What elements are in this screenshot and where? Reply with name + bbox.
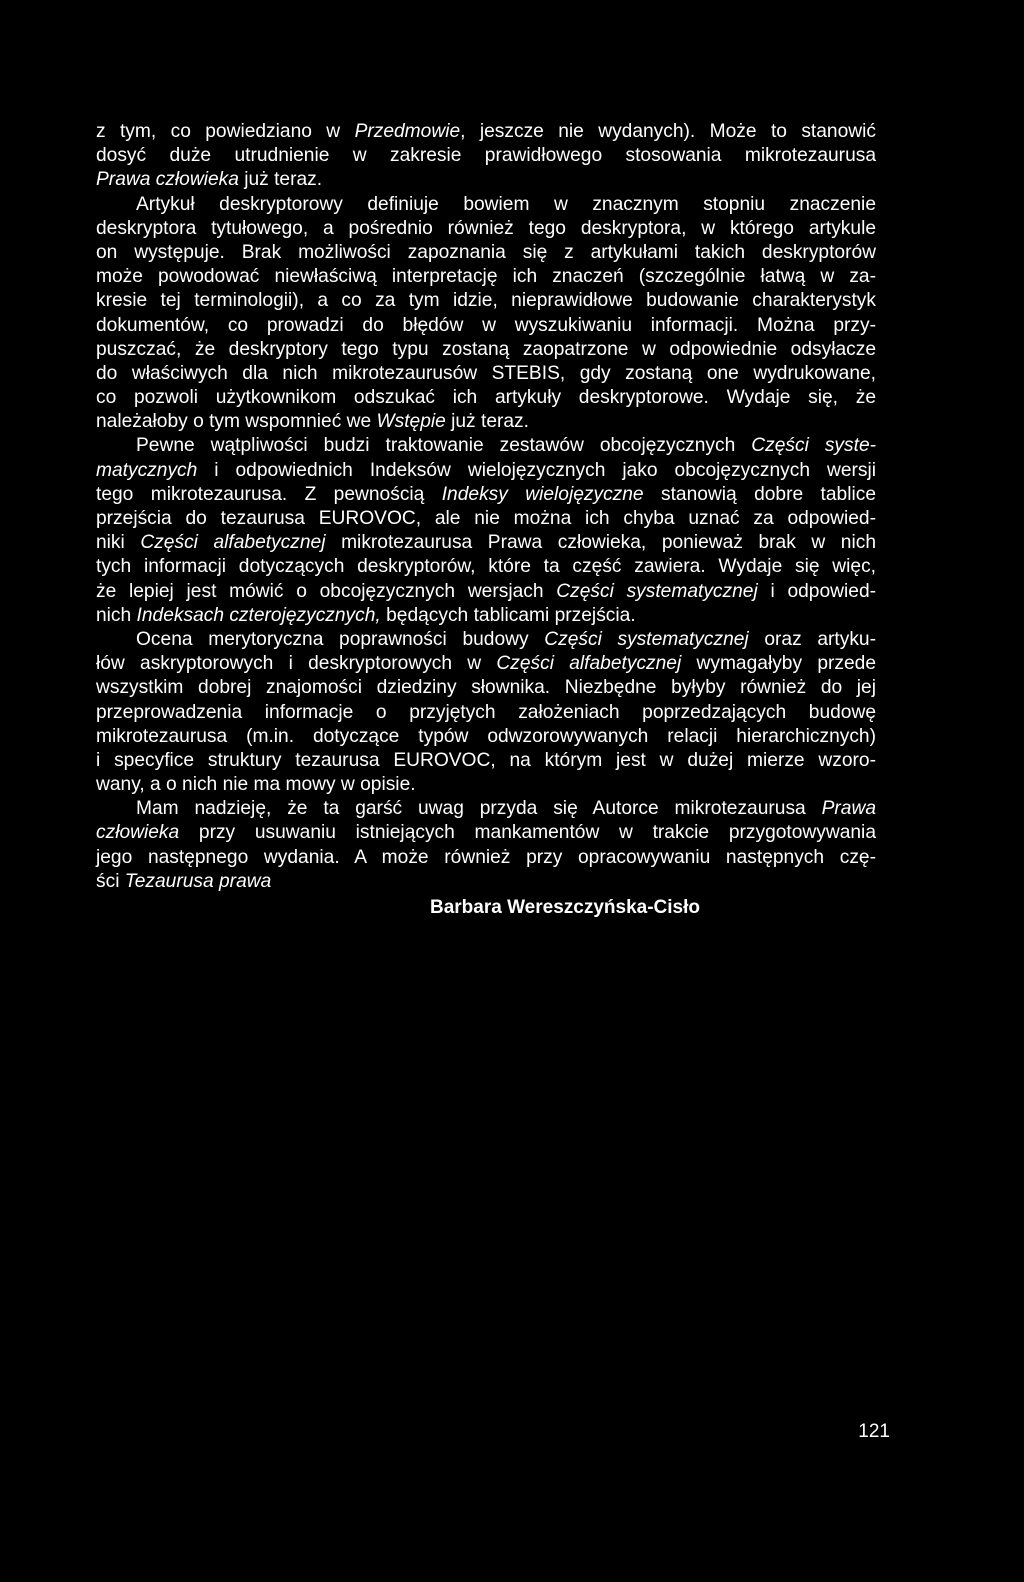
text-line: należałoby o tym wspomnieć we Wstępie już teraz. (96, 411, 529, 433)
text-column (96, 120, 876, 922)
text-line: może powodować niewłaściwą interpretację ich znaczeń (szczególnie łatwą w za- (96, 266, 876, 288)
text-line: przejścia do tezaurusa EUROVOC, ale nie można ich chyba uznać za odpowied- (96, 508, 876, 529)
text-line: jego następnego wydania. A może również przy opracowywaniu następnych czę- (96, 846, 876, 868)
text-line: Mam nadzieję, że ta garść uwag przyda się Autorce mikrotezaurusa Prawa (136, 798, 876, 820)
text-line: mikrotezaurusa (m.in. dotyczące typów odwzorowywanych relacji hierarchicznych) (96, 725, 876, 747)
text-line: ści Tezaurusa prawa (96, 870, 272, 892)
text-line: matycznych i odpowiednich Indeksów wielojęzycznych jako obcojęzycznych wersji (96, 459, 876, 481)
text-line: Prawa człowieka już teraz. (96, 169, 323, 191)
text-line: Pewne wątpliwości budzi traktowanie zestawów obcojęzycznych Części syste- (136, 435, 877, 457)
text-line: wany, a o nich nie ma mowy w opisie. (96, 774, 416, 796)
text-line: dosyć duże utrudnienie w zakresie prawidłowego stosowania mikrotezaurusa (96, 145, 876, 167)
text-line: tych informacji dotyczących deskryptorów, które ta część zawiera. Wydaje się więc, (96, 556, 876, 578)
text-line: kresie tej terminologii), a co za tym idzie, nieprawidłowe budowanie charakterystyk (96, 290, 876, 312)
text-line: puszczać, że deskryptory tego typu zostaną zaopatrzone w odpowiednie odsyłacze (96, 338, 876, 360)
text-line: niki Części alfabetycznej mikrotezaurusa Prawa człowieka, ponieważ brak w nich (96, 532, 876, 554)
text-line: łów askryptorowych i deskryptorowych w Części alfabetycznej wymagałyby przede (96, 653, 876, 675)
text-line: tego mikrotezaurusa. Z pewnością Indeksy wielojęzyczne stanowią dobre tablice (96, 483, 876, 505)
text-line: z tym, co powiedziano w Przedmowie, jeszcze nie wydanych). Może to stanowić (96, 121, 876, 142)
text-line: nich Indeksach czterojęzycznych, będących tablicami przejścia. (96, 604, 636, 626)
text-line: człowieka przy usuwaniu istniejących mankamentów w trakcie przygotowywania (96, 822, 876, 844)
text-line: Artykuł deskryptorowy definiuje bowiem w znacznym stopniu znaczenie (136, 193, 876, 215)
page-number: 121 (858, 1421, 890, 1442)
text-line: i specyfice struktury tezaurusa EUROVOC, na którym jest w dużej mierze wzoro- (96, 749, 876, 771)
text-line: deskryptora tytułowego, a pośrednio również tego deskryptora, w którego artykule (96, 217, 876, 239)
text-line: co pozwoli użytkownikom odszukać ich artykuły deskryptorowe. Wydaje się, że (96, 387, 876, 409)
text-line: dokumentów, co prowadzi do błędów w wyszukiwaniu informacji. Można przy- (96, 314, 876, 336)
text-line: Ocena merytoryczna poprawności budowy Części systematycznej oraz artyku- (136, 628, 876, 650)
text-line: wszystkim dobrej znajomości dziedziny słownika. Niezbędne byłyby również do jej (96, 677, 876, 699)
text-line: że lepiej jest mówić o obcojęzycznych wersjach Części systematycznej i odpowied- (96, 580, 877, 602)
text-line: on występuje. Brak możliwości zapoznania się z artykułami takich deskryptorów (96, 241, 876, 263)
text-line: do właściwych dla nich mikrotezaurusów STEBIS, gdy zostaną one wydrukowane, (96, 362, 876, 384)
text-line: przeprowadzenia informacje o przyjętych założeniach poprzedzających budowę (96, 701, 876, 723)
author-signature: Barbara Wereszczyńska-Cisło (430, 897, 700, 918)
